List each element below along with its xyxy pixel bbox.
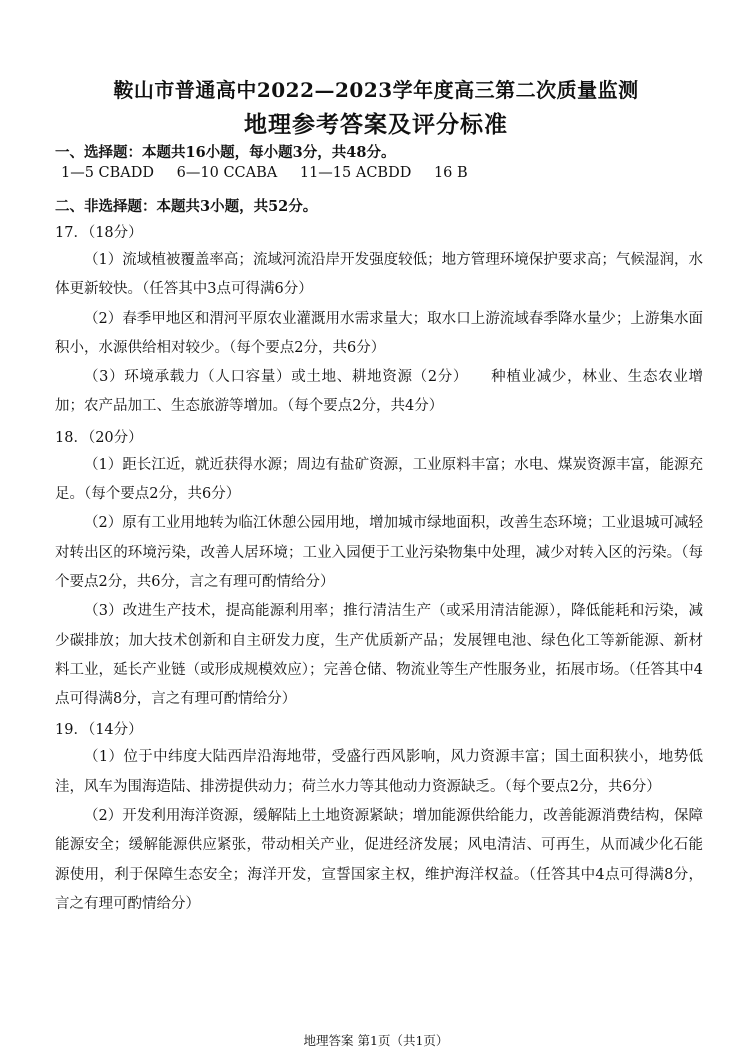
q18-label: 18．（20分） xyxy=(55,429,143,446)
answer-content xyxy=(55,142,703,919)
answer-group-3: 11—15 ACBDD xyxy=(299,165,412,181)
page-subtitle: 地理参考答案及评分标准 xyxy=(244,111,508,138)
section1-heading: 一、选择题：本题共16小题，每小题3分，共48分。 xyxy=(55,144,396,161)
q17-part3: （3）环境承载力（人口容量）或土地、耕地资源（2分） 种植业减少，林业、生态农业增加；农产品加工、生态旅游等增加。（每个要点2分，共4分） xyxy=(55,369,703,415)
answer-group-4: 16 B xyxy=(433,165,468,181)
q19-part2: （2）开发利用海洋资源，缓解陆上土地资源紧缺；增加能源供给能力，改善能源消费结构，保障能源安全；缓解能源供应紧张，带动相关产业，促进经济发展；风电清洁、可再生，从而减少化石能源使用，利于保障生态安全；海洋开发，宣誓国家主权，维护海洋权益。（任答其中4点可得满8分，言之有理可酌情给分） xyxy=(55,808,703,912)
q18-part1: （1）距长江近，就近获得水源；周边有盐矿资源，工业原料丰富；水电、煤炭资源丰富，能源充足。（每个要点2分，共6分） xyxy=(55,456,703,503)
q17-part1: （1）流域植被覆盖率高；流域河流沿岸开发强度较低；地方管理环境保护要求高；气候湿润，水体更新较快。（任答其中3点可得满6分） xyxy=(55,252,703,298)
q17-part2: （2）春季甲地区和渭河平原农业灌溉用水需求量大；取水口上游流域春季降水量少；上游集水面积小，水源供给相对较少。（每个要点2分，共6分） xyxy=(55,310,703,356)
q18-part2: （2）原有工业用地转为临江休憩公园用地，增加城市绿地面积，改善生态环境；工业退城可减轻对转出区的环境污染，改善人居环境；工业入园便于工业污染物集中处理，减少对转入区的污染。（每个要点2分，共6分，言之有理可酌情给分） xyxy=(55,515,703,590)
q19-part1: （1）位于中纬度大陆西岸沿海地带，受盛行西风影响，风力资源丰富；国土面积狭小，地势低洼，风车为围海造陆、排涝提供动力；荷兰水力等其他动力资源缺乏。（每个要点2分，共6分） xyxy=(55,749,703,795)
q17-label: 17．（18分） xyxy=(55,225,143,241)
answer-group-1: 1—5 CBADD xyxy=(61,165,155,181)
page-footer: 地理答案 第1页（共1页） xyxy=(303,1033,449,1048)
q19-label: 19．（14分） xyxy=(55,722,143,739)
answer-group-2: 6—10 CCABA xyxy=(176,165,278,181)
page-title: 鞍山市普通高中2022—2023学年度高三第二次质量监测 xyxy=(113,78,639,102)
choice-answers xyxy=(55,163,703,184)
section2-heading: 二、非选择题：本题共3小题，共52分。 xyxy=(55,198,318,215)
q18-part3: （3）改进生产技术，提高能源利用率；推行清洁生产（或采用清洁能源），降低能耗和污染，减少碳排放；加大技术创新和自主研发力度，生产优质新产品；发展锂电池、绿色化工等新能源、新材料工业，延长产业链（或形成规模效应）；完善仓储、物流业等生产性服务业，拓展市场。（任答其中4点可得满8分，言之有理可酌情给分） xyxy=(55,603,703,708)
